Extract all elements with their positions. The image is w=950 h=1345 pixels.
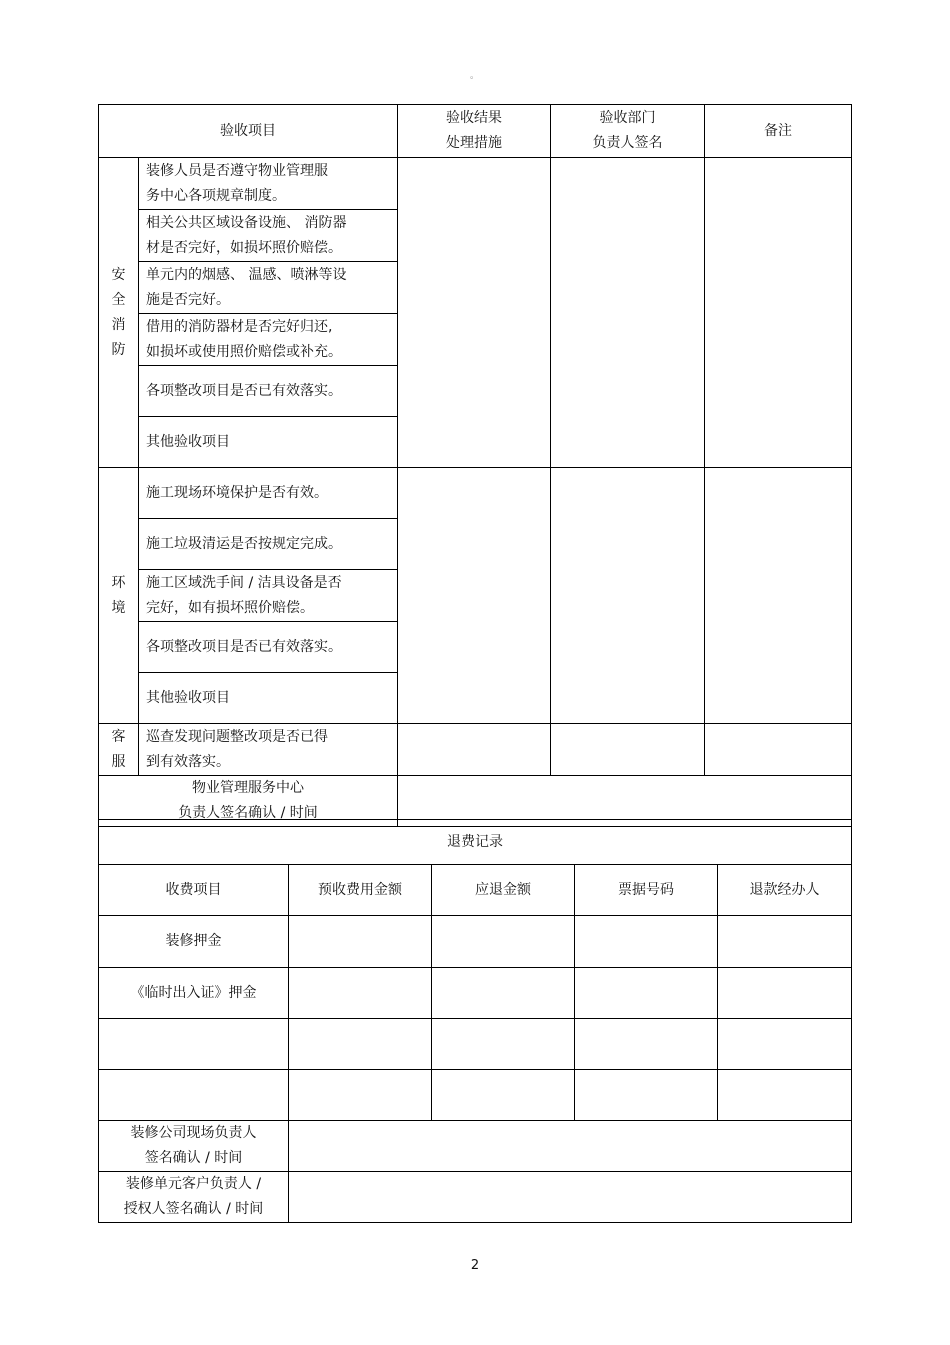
fee-item[interactable] (99, 1019, 289, 1070)
refund-handler-cell[interactable] (718, 1019, 852, 1070)
company-confirm-row (99, 1121, 852, 1172)
column-header: 收费项目 (99, 865, 289, 916)
header-remark: 备注 (705, 105, 852, 158)
header-result: 验收结果 处理措施 (398, 105, 551, 158)
company-confirm-label: 装修公司现场负责人 签名确认 / 时间 (99, 1121, 289, 1172)
column-header: 票据号码 (575, 865, 718, 916)
prepaid-amount-cell[interactable] (289, 1019, 432, 1070)
service-result-cell[interactable] (398, 724, 551, 776)
client-confirm-row (99, 1172, 852, 1223)
safety-remark-cell[interactable] (705, 158, 852, 468)
header-dept: 验收部门 负责人签名 (551, 105, 705, 158)
safety-label: 安 全 消 防 (99, 158, 139, 468)
receipt-number-cell[interactable] (575, 1070, 718, 1121)
safety-result-cell[interactable] (398, 158, 551, 468)
header-item: 验收项目 (99, 105, 398, 158)
service-item: 巡查发现问题整改项是否已得 到有效落实。 (139, 724, 398, 776)
inspection-header-row (99, 105, 852, 158)
environment-item: 施工区域洗手间 / 洁具设备是否 完好，如有损坏照价赔偿。 (139, 570, 398, 622)
refund-header-row (99, 865, 852, 916)
refund-table (98, 819, 852, 1223)
center-confirm-label: 物业管理服务中心 负责人签名确认 / 时间 (99, 776, 398, 827)
prepaid-amount-cell[interactable] (289, 968, 432, 1019)
safety-dept-cell[interactable] (551, 158, 705, 468)
receipt-number-cell[interactable] (575, 1019, 718, 1070)
page-number: 2 (470, 1258, 480, 1273)
service-label: 客 服 (99, 724, 139, 776)
environment-row (99, 468, 852, 519)
environment-label: 环 境 (99, 468, 139, 724)
refund-handler-cell[interactable] (718, 968, 852, 1019)
prepaid-amount-cell[interactable] (289, 1070, 432, 1121)
safety-item: 装修人员是否遵守物业管理服 务中心各项规章制度。 (139, 158, 398, 210)
environment-remark-cell[interactable] (705, 468, 852, 724)
fee-item[interactable] (99, 1070, 289, 1121)
environment-item: 施工现场环境保护是否有效。 (139, 468, 398, 519)
environment-result-cell[interactable] (398, 468, 551, 724)
refund-handler-cell[interactable] (718, 1070, 852, 1121)
refund-amount-cell[interactable] (432, 1070, 575, 1121)
prepaid-amount-cell[interactable] (289, 916, 432, 968)
fee-item: 《临时出入证》押金 (99, 968, 289, 1019)
company-confirm-signature[interactable] (289, 1121, 852, 1172)
refund-row (99, 968, 852, 1019)
service-dept-cell[interactable] (551, 724, 705, 776)
safety-item: 各项整改项目是否已有效落实。 (139, 366, 398, 417)
safety-item: 借用的消防器材是否完好归还, 如损坏或使用照价赔偿或补充。 (139, 314, 398, 366)
service-remark-cell[interactable] (705, 724, 852, 776)
refund-title: 退费记录 (99, 820, 852, 865)
environment-item: 施工垃圾清运是否按规定完成。 (139, 519, 398, 570)
refund-row (99, 1070, 852, 1121)
column-header: 预收费用金额 (289, 865, 432, 916)
safety-item: 其他验收项目 (139, 417, 398, 468)
receipt-number-cell[interactable] (575, 916, 718, 968)
fee-item: 装修押金 (99, 916, 289, 968)
environment-item: 各项整改项目是否已有效落实。 (139, 622, 398, 673)
refund-title-row (99, 820, 852, 865)
client-confirm-label: 装修单元客户负责人 / 授权人签名确认 / 时间 (99, 1172, 289, 1223)
safety-item: 相关公共区域设备设施、 消防器 材是否完好，如损坏照价赔偿。 (139, 210, 398, 262)
inspection-table (98, 104, 852, 827)
refund-amount-cell[interactable] (432, 968, 575, 1019)
refund-amount-cell[interactable] (432, 1019, 575, 1070)
safety-row (99, 158, 852, 210)
header-mark: 。 (470, 71, 480, 81)
client-confirm-signature[interactable] (289, 1172, 852, 1223)
refund-amount-cell[interactable] (432, 916, 575, 968)
refund-handler-cell[interactable] (718, 916, 852, 968)
service-row (99, 724, 852, 776)
refund-row (99, 916, 852, 968)
refund-row (99, 1019, 852, 1070)
safety-item: 单元内的烟感、 温感、喷淋等设 施是否完好。 (139, 262, 398, 314)
column-header: 应退金额 (432, 865, 575, 916)
column-header: 退款经办人 (718, 865, 852, 916)
environment-item: 其他验收项目 (139, 673, 398, 724)
receipt-number-cell[interactable] (575, 968, 718, 1019)
environment-dept-cell[interactable] (551, 468, 705, 724)
